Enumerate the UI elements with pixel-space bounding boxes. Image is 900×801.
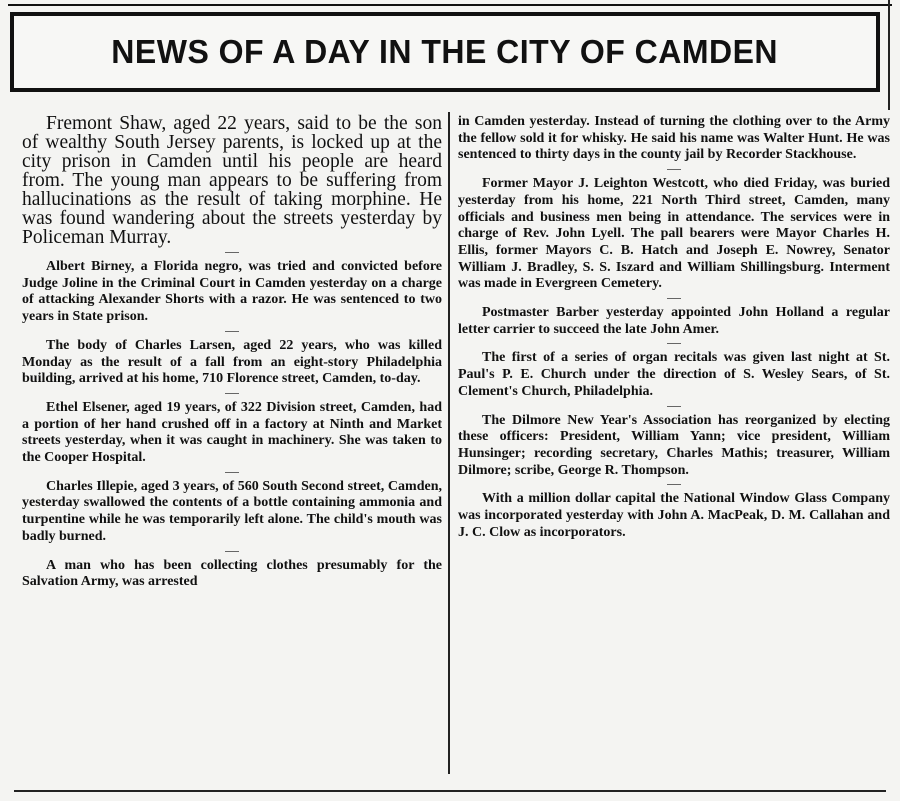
news-item-ethel-elsener: Ethel Elsener, aged 19 years, of 322 Division street, Camden, had a portion of her hand crushed off in a factory at Ninth and Market streets yesterday, when it was caught in machinery. She was taken to the Cooper Hospital.	[22, 399, 442, 466]
top-rule	[8, 4, 892, 6]
item-separator	[458, 401, 890, 413]
news-item-dilmore-association: The Dilmore New Year's Association has reorganized by electing these officers: President, William Yann; vice president, William Hunsinger; recording secretary, Charles Mathis; treasurer, William Dilmore; scribe, George R. Thompson.	[458, 412, 890, 478]
item-separator	[22, 388, 442, 400]
right-edge-rule	[888, 0, 890, 110]
item-separator	[22, 467, 442, 479]
right-column	[458, 114, 890, 774]
news-item-window-glass-company: With a million dollar capital the National Window Glass Company was incorporated yesterday with John A. MacPeak, D. M. Callahan and J. C. Clow as incorporators.	[458, 491, 890, 540]
item-separator	[458, 164, 890, 176]
item-separator	[22, 247, 442, 259]
news-item-postmaster-barber: Postmaster Barber yesterday appointed John Holland a regular letter carrier to succeed the late John Amer.	[458, 305, 890, 337]
headline-box	[10, 12, 880, 92]
item-separator	[458, 338, 890, 350]
left-column	[22, 114, 442, 774]
item-separator	[22, 546, 442, 558]
news-item-clothes-collector: A man who has been collecting clothes presumably for the Salvation Army, was arrested	[22, 557, 442, 590]
headline: NEWS OF A DAY IN THE CITY OF CAMDEN	[111, 33, 779, 70]
item-separator	[458, 479, 890, 491]
news-item-organ-recitals: The first of a series of organ recitals was given last night at St. Paul's P. E. Church under the direction of S. Wesley Sears, of St. Clement's Church, Philadelphia.	[458, 350, 890, 399]
bottom-rule	[14, 790, 886, 792]
news-item-albert-birney: Albert Birney, a Florida negro, was tried and convicted before Judge Joline in the Criminal Court in Camden yesterday on a charge of attacking Alexander Shorts with a razor. He was sentenced to two years in State prison.	[22, 259, 442, 325]
news-item-mayor-westcott: Former Mayor J. Leighton Westcott, who died Friday, was buried yesterday from his home, 221 North Third street, Camden, many officials and business men being in attendance. The services were in charge of Rev. John Lyell. The pall bearers were Mayor Charles H. Ellis, former Mayors C. B. Hatch and Joseph E. Nowrey, Senator William J. Bradley, S. S. Iszard and William Shillingsburg. Interment was made in Evergreen Cemetery.	[458, 176, 890, 292]
news-item-charles-larsen: The body of Charles Larsen, aged 22 years, who was killed Monday as the result of a fall from an eight-story Philadelphia building, arrived at his home, 710 Florence street, Camden, to-day.	[22, 337, 442, 387]
news-item-fremont-shaw: Fremont Shaw, aged 22 years, said to be the son of wealthy South Jersey parents, is locked up at the city prison in Camden until his people are heard from. The young man appears to be suffering from hallucinations as the result of taking morphine. He was found wandering about the streets yesterday by Policeman Murray.	[22, 114, 442, 248]
news-item-charles-illepie: Charles Illepie, aged 3 years, of 560 South Second street, Camden, yesterday swallowed the contents of a bottle containing ammonia and turpentine while he was temporarily left alone. The child's mouth was badly burned.	[22, 478, 442, 544]
news-item-walter-hunt: in Camden yesterday. Instead of turning the clothing over to the Army the fellow sold it for whisky. He said his name was Walter Hunt. He was sentenced to thirty days in the county jail by Recorder Stackhouse.	[458, 114, 890, 163]
column-divider	[448, 112, 450, 774]
item-separator	[22, 326, 442, 338]
item-separator	[458, 293, 890, 305]
